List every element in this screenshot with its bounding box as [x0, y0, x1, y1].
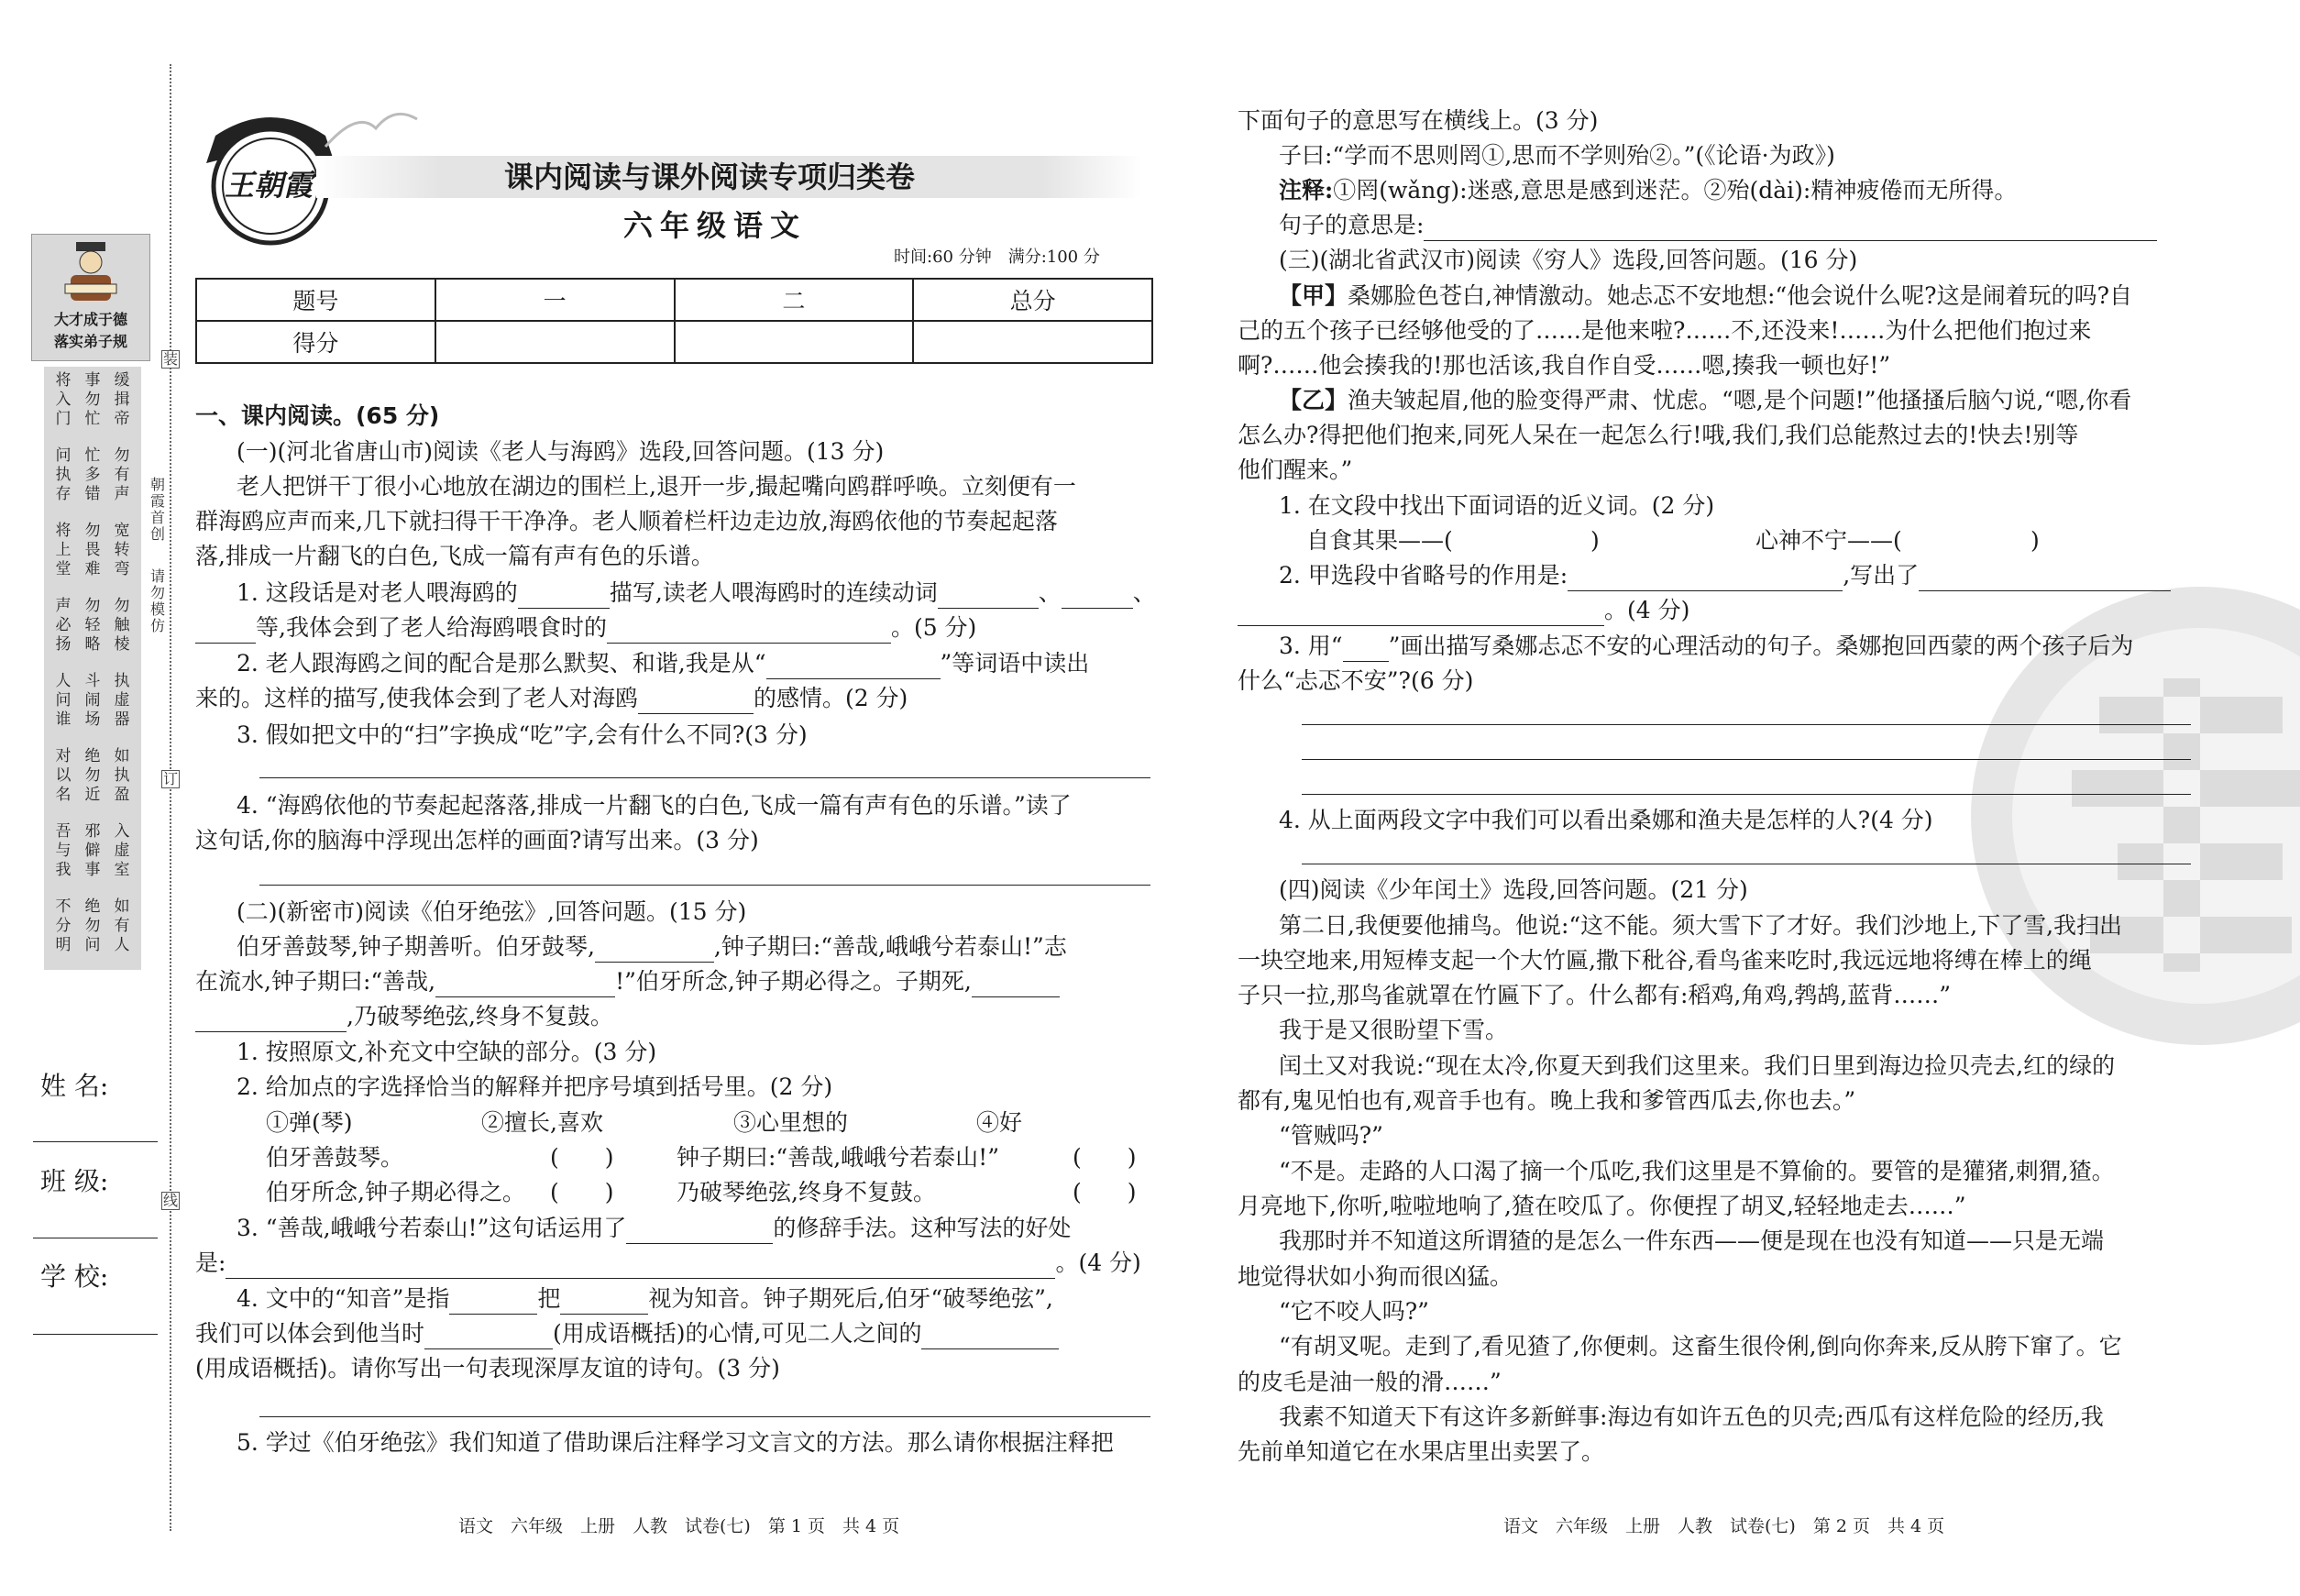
answer-blank[interactable] — [1919, 568, 2171, 591]
question-2-4-cont — [195, 1318, 1059, 1349]
q-text: 的感情。(2 分) — [753, 685, 908, 711]
answer-line[interactable] — [259, 1416, 1150, 1417]
q-text: 3. 用“ — [1279, 633, 1343, 659]
underline-sample — [1343, 639, 1389, 662]
time-info: 时间:60 分钟 满分:100 分 — [894, 248, 1100, 267]
answer-blank[interactable] — [226, 1256, 1055, 1279]
q-text: 来的。这样的描写,使我体会到了老人对海鸥 — [195, 685, 638, 711]
question-2-4-cont: (用成语概括)。请你写出一句表现深厚友谊的诗句。(3 分) — [195, 1355, 780, 1381]
binding-notice: 请勿模仿 — [149, 567, 165, 634]
sidebar — [28, 234, 151, 967]
option: ③心里想的 — [733, 1109, 849, 1136]
question-2-1: 1. 按照原文,补充文中空缺的部分。(3 分) — [237, 1039, 657, 1065]
passage4-line: 我于是又很盼望下雪。 — [1279, 1017, 1509, 1043]
passage4-line: 第二日,我便要他捕鸟。他说:“这不能。须大雪下了才好。我们沙地上,下了雪,我扫出 — [1279, 912, 2123, 939]
motto-col: 问执存 — [55, 446, 72, 503]
binding-mark: 订 — [162, 770, 178, 787]
sentence: 乃破琴绝弦,终身不复鼓。 — [677, 1179, 936, 1205]
meaning-line — [1279, 210, 2157, 241]
q-text: 等,我体会到了老人给海鸥喂食时的 — [256, 614, 607, 641]
q-text: 在流水,钟子期曰:“善哉, — [195, 968, 436, 995]
answer-blank[interactable] — [972, 974, 1060, 997]
answer-blank[interactable] — [195, 1009, 347, 1032]
passage1-line: 老人把饼干丁很小心地放在湖边的围栏上,退开一步,撮起嘴向鸥群呼唤。立刻便有一 — [237, 473, 1076, 500]
binding-mark: 线 — [162, 1192, 178, 1209]
motto-col: 人问谁 — [55, 672, 72, 729]
question-1-1-cont — [195, 612, 976, 644]
q-text: 把 — [537, 1285, 561, 1312]
passage4-line: 闰土又对我说:“现在太冷,你夏天到我们这里来。我们日里到海边捡贝壳去,红的绿的 — [1279, 1052, 2116, 1079]
passage1-line: 落,排成一片翻飞的白色,飞成一篇有声有色的乐谱。 — [195, 543, 714, 569]
question-3-1: 1. 在文段中找出下面词语的近义词。(2 分) — [1279, 492, 1715, 519]
yi-text: 渔夫皱起眉,他的脸变得严肃、忧虑。“嗯,是个问题!”他搔搔后脑勺说,“嗯,你看 — [1348, 387, 2132, 413]
question-3-3-cont: 什么“忐忑不安”?(6 分) — [1238, 667, 1474, 694]
q-text: ,写出了 — [1843, 562, 1920, 589]
motto-col: 邪僻事 — [84, 822, 101, 879]
answer-blank[interactable] — [638, 691, 754, 714]
q-text: 伯牙善鼓琴,钟子期善听。伯牙鼓琴, — [237, 933, 595, 960]
passage3-yi — [1279, 385, 2131, 416]
answer-line[interactable] — [1302, 794, 2191, 795]
passage4-line: “不是。走路的人口渴了摘一个瓜吃,我们这里是不算偷的。要管的是獾猪,刺猬,猹。 — [1279, 1158, 2115, 1184]
motto-col: 宽转弯 — [114, 522, 130, 578]
option: ①弹(琴) — [266, 1109, 353, 1136]
motto-col: 执虚器 — [114, 672, 130, 729]
motto-col: 将入门 — [55, 371, 72, 428]
q-text: 、 — [1132, 579, 1156, 606]
school-label: 学 校: — [40, 1261, 109, 1292]
answer-line[interactable] — [259, 885, 1150, 886]
motto-col: 斗闹场 — [84, 672, 101, 729]
q-text: ”画出描写桑娜忐忑不安的心理活动的句子。桑娜抱回西蒙的两个孩子后为 — [1388, 633, 2134, 659]
passage1-line: 群海鸥应声而来,几下就扫得干干净净。老人顺着栏杆边走边放,海鸥依他的节奏起起落 — [195, 508, 1058, 534]
note-text: ①罔(wǎng):迷惑,意思是感到迷茫。②殆(dài):精神疲倦而无所得。 — [1333, 177, 2018, 204]
synonym-item: 心神不宁——( — [1755, 527, 1902, 554]
passage4-line: 先前单知道它在水果店里出卖罢了。 — [1238, 1438, 1605, 1465]
answer-blank[interactable] — [1062, 586, 1133, 609]
binding-mark: 装 — [162, 350, 178, 368]
passage4-intro: (四)阅读《少年闰土》选段,回答问题。(21 分) — [1279, 876, 1748, 903]
note-line — [1279, 175, 2017, 206]
question-2-3 — [237, 1213, 1071, 1244]
answer-blank[interactable] — [626, 1221, 773, 1244]
question-2-2: 2. 给加点的字选择恰当的解释并把序号填到括号里。(2 分) — [237, 1073, 833, 1100]
question-1-2-cont — [195, 683, 908, 714]
answer-blank[interactable] — [518, 586, 610, 609]
binding-line — [170, 64, 171, 1531]
passage4-line: 子只一拉,那鸟雀就罩在竹匾下了。什么都有:稻鸡,角鸡,鹁鸪,蓝背……” — [1238, 982, 1951, 1008]
question-1-4: 4. “海鸥依他的节奏起起落落,排成一片翻飞的白色,飞成一篇有声有色的乐谱。”读了 — [237, 792, 1072, 819]
answer-paren[interactable]: ( ) — [1073, 1179, 1137, 1205]
passage3-line: 啊?……他会揍我的!那也活该,我自作自受……嗯,揍我一顿也好!” — [1238, 352, 1891, 379]
q-text: ,乃破琴绝弦,终身不复鼓。 — [347, 1003, 613, 1029]
q-text: 是: — [195, 1249, 226, 1276]
page-subtitle: 六年级语文 — [623, 208, 808, 243]
q-text: 3. “善哉,峨峨兮若泰山!”这句话运用了 — [237, 1215, 627, 1241]
passage4-line: “管贼吗?” — [1279, 1122, 1383, 1149]
sentence: 钟子期曰:“善哉,峨峨兮若泰山!” — [677, 1144, 999, 1171]
question-1-3: 3. 假如把文中的“扫”字换成“吃”字,会有什么不同?(3 分) — [237, 721, 808, 748]
q-text: 。(4 分) — [1604, 597, 1690, 623]
q-text: 的修辞手法。这种写法的好处 — [773, 1215, 1072, 1241]
question-3-3 — [1279, 631, 2133, 662]
answer-blank[interactable] — [938, 586, 1039, 609]
q-text: 4. 文中的“知音”是指 — [237, 1285, 450, 1312]
option: ②擅长,喜欢 — [481, 1109, 603, 1136]
score-header-cell: 总分 — [913, 279, 1152, 321]
ribbon-icon — [321, 101, 422, 156]
motto-col: 勿有声 — [114, 446, 130, 503]
q-text: 我们可以体会到他当时 — [195, 1320, 425, 1347]
q-text: ,钟子期曰:“善哉,峨峨兮若泰山!”志 — [713, 933, 1067, 960]
motto-col: 忙多错 — [84, 446, 101, 503]
slogan-line2: 落实弟子规 — [53, 333, 127, 350]
answer-blank[interactable] — [1238, 603, 1604, 626]
question-1-1 — [237, 578, 1156, 609]
binding-notice: 朝霞首创 — [149, 476, 165, 543]
motto-col: 不分明 — [55, 897, 72, 954]
right-continue: 下面句子的意思写在横线上。(3 分) — [1238, 107, 1599, 134]
slogan-line1: 大才成于德 — [53, 311, 127, 328]
motto-col: 如执盈 — [114, 747, 130, 804]
answer-blank[interactable] — [435, 974, 615, 997]
sidebar-slogan-box — [31, 234, 150, 361]
question-3-2-cont — [1238, 595, 1689, 626]
motto-col: 绝勿近 — [84, 747, 101, 804]
name-field[interactable] — [33, 1141, 158, 1142]
motto-col: 勿畏难 — [84, 522, 101, 578]
answer-paren-close[interactable]: ) — [1590, 527, 1600, 554]
class-label: 班 级: — [40, 1166, 109, 1196]
right-footer: 语文 六年级 上册 人教 试卷(七) 第 2 页 共 4 页 — [1503, 1516, 1945, 1536]
analects-quote: 子曰:“学而不思则罔①,思而不学则殆②。”(《论语·为政》) — [1279, 142, 1835, 169]
name-label: 姓 名: — [40, 1071, 109, 1101]
passage4-line: 我那时并不知道这所谓猹的是怎么一件东西——便是现在也没有知道——只是无端 — [1279, 1227, 2105, 1254]
score-header-cell: 一 — [435, 279, 675, 321]
answer-blank[interactable] — [921, 1326, 1059, 1349]
answer-line[interactable] — [1302, 724, 2191, 725]
score-cell[interactable] — [913, 321, 1152, 363]
motto-col: 缓揖帝 — [114, 371, 130, 428]
answer-paren-close[interactable]: ) — [2030, 527, 2040, 554]
answer-paren[interactable]: ( ) — [550, 1144, 614, 1171]
section1-heading: 一、课内阅读。(65 分) — [195, 402, 440, 429]
answer-blank[interactable] — [195, 621, 256, 644]
synonym-item: 自食其果——( — [1306, 527, 1453, 554]
answer-blank[interactable] — [560, 1292, 648, 1315]
answer-blank[interactable] — [1568, 568, 1843, 591]
sentence: 伯牙所念,钟子期必得之。 — [266, 1179, 525, 1205]
score-row-label: 得分 — [196, 321, 435, 363]
motto-col: 将上堂 — [55, 522, 72, 578]
logo-text: 王朝霞 — [225, 168, 314, 203]
answer-blank[interactable] — [424, 1326, 553, 1349]
motto-col: 如有人 — [114, 897, 130, 954]
motto-col: 对以名 — [55, 747, 72, 804]
left-footer: 语文 六年级 上册 人教 试卷(七) 第 1 页 共 4 页 — [458, 1516, 900, 1536]
q-text: 、 — [1038, 579, 1062, 606]
jia-label: 【甲】 — [1279, 282, 1348, 309]
yi-label: 【乙】 — [1279, 387, 1348, 413]
passage3-line: 怎么办?得把他们抱来,同死人呆在一起怎么行!哦,我们,我们总能熬过去的!快去!别等 — [1238, 422, 2079, 448]
score-cell[interactable] — [675, 321, 914, 363]
option: ④好 — [976, 1109, 1023, 1136]
passage2-line — [195, 1001, 613, 1032]
passage4-line: 都有,鬼见怕也有,观音手也有。晚上我和爹管西瓜去,你也去。” — [1238, 1087, 1856, 1114]
passage4-line: 的皮毛是油一般的滑……” — [1238, 1369, 1502, 1395]
passage4-line: 我素不知道天下有这许多新鲜事:海边有如许五色的贝壳;西瓜有这样危险的经历,我 — [1279, 1403, 2104, 1430]
answer-paren[interactable]: ( ) — [1073, 1144, 1137, 1171]
jia-text: 桑娜脸色苍白,神情激动。她忐忑不安地想:“他会说什么呢?这是闹着玩的吗?自 — [1348, 282, 2132, 309]
q-text: 描写,读老人喂海鸥时的连续动词 — [609, 579, 938, 606]
sentence: 伯牙善鼓琴。 — [266, 1144, 404, 1171]
q-text: 句子的意思是: — [1279, 212, 1425, 238]
answer-paren[interactable]: ( ) — [550, 1179, 614, 1205]
score-table — [195, 278, 1153, 364]
question-3-2 — [1279, 560, 2171, 591]
passage4-line: “它不咬人吗?” — [1279, 1298, 1429, 1325]
passage3-line: 己的五个孩子已经够他受的了……是他来啦?……不,还没来!……为什么把他们抱过来 — [1238, 317, 2092, 344]
q-text: ”等词语中读出 — [940, 650, 1090, 677]
answer-blank[interactable] — [449, 1292, 537, 1315]
q-text: 视为知音。钟子期死后,伯牙“破琴绝弦”, — [648, 1285, 1053, 1312]
passage3-jia — [1279, 281, 2132, 312]
motto-col: 声必扬 — [55, 597, 72, 654]
score-header-cell: 题号 — [196, 279, 435, 321]
passage2-intro: (二)(新密市)阅读《伯牙绝弦》,回答问题。(15 分) — [237, 898, 747, 925]
passage2-line — [195, 966, 1060, 997]
q-text: 。(4 分) — [1055, 1249, 1141, 1276]
answer-blank[interactable] — [607, 621, 891, 644]
motto-col: 吾与我 — [55, 822, 72, 879]
question-2-4 — [237, 1283, 1053, 1315]
answer-line[interactable] — [1302, 759, 2191, 760]
question-1-2 — [237, 648, 1089, 679]
question-2-3-cont — [195, 1248, 1141, 1279]
passage1-intro: (一)(河北省唐山市)阅读《老人与海鸥》选段,回答问题。(13 分) — [237, 438, 885, 465]
q-text: 2. 老人跟海鸥之间的配合是那么默契、和谐,我是从“ — [237, 650, 766, 677]
passage4-line: 地觉得状如小狗而很凶猛。 — [1238, 1263, 1513, 1290]
passage4-line: 一块空地来,用短棒支起一个大竹匾,撒下秕谷,看鸟雀来吃时,我远远地将缚在棒上的绳 — [1238, 947, 2092, 974]
score-header-cell: 二 — [675, 279, 914, 321]
motto-col: 入虚室 — [114, 822, 130, 879]
passage3-intro: (三)(湖北省武汉市)阅读《穷人》选段,回答问题。(16 分) — [1279, 247, 1858, 273]
passage4-line: 月亮地下,你听,啦啦地响了,猹在咬瓜了。你便捏了胡叉,轻轻地走去……” — [1238, 1193, 1966, 1219]
q-text: 2. 甲选段中省略号的作用是: — [1279, 562, 1568, 589]
question-1-4-cont: 这句话,你的脑海中浮现出怎样的画面?请写出来。(3 分) — [195, 827, 759, 853]
motto-col: 绝勿问 — [84, 897, 101, 954]
motto-col: 事勿忙 — [84, 371, 101, 428]
score-cell[interactable] — [435, 321, 675, 363]
passage4-line: “有胡叉呢。走到了,看见猹了,你便刺。这畜生很伶俐,倒向你奔来,反从胯下窜了。它 — [1279, 1333, 2122, 1359]
passage2-line — [237, 931, 1067, 963]
answer-blank[interactable] — [595, 940, 714, 963]
motto-col: 勿触棱 — [114, 597, 130, 654]
school-field[interactable] — [33, 1334, 158, 1335]
answer-blank[interactable] — [1424, 218, 2157, 241]
question-2-5: 5. 学过《伯牙绝弦》我们知道了借助课后注释学习文言文的方法。那么请你根据注释把 — [237, 1429, 1114, 1456]
page-title: 课内阅读与课外阅读专项归类卷 — [504, 160, 916, 194]
answer-blank[interactable] — [766, 656, 941, 679]
passage3-line: 他们醒来。” — [1238, 457, 1353, 483]
q-text: (用成语概括)的心情,可见二人之间的 — [553, 1320, 922, 1347]
motto-col: 勿轻略 — [84, 597, 101, 654]
scholar-icon — [63, 240, 118, 304]
q-text: !”伯牙所念,钟子期必得之。子期死, — [615, 968, 972, 995]
q-text: 1. 这段话是对老人喂海鸥的 — [237, 579, 518, 606]
q-text: 。(5 分) — [890, 614, 977, 641]
question-3-4: 4. 从上面两段文字中我们可以看出桑娜和渔夫是怎样的人?(4 分) — [1279, 807, 1933, 833]
answer-line[interactable] — [259, 777, 1150, 778]
note-label: 注释: — [1279, 177, 1334, 204]
